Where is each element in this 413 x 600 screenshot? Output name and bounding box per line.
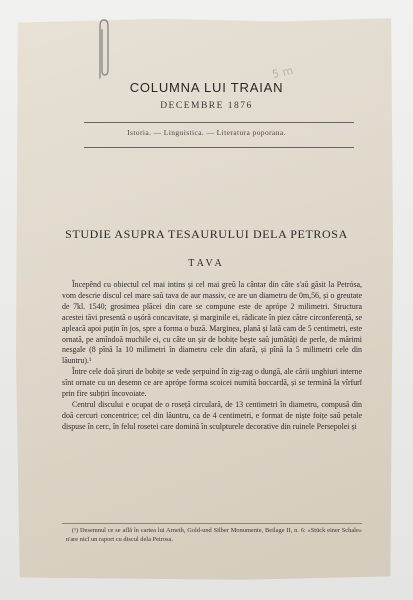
pencil-annotation: 5 m	[270, 63, 295, 82]
paragraph: Centrul discului e ocupat de o roseță circulară, de 13 centimetri în diametru, compusă din doă cercuri concentrice; cel din lăuntru, ca de 4 centimetri, e format de niște foițe saŭ petale dispuse în cerc, în felul rosetei care domină în sculpturele decorative din ruinele Persepolei și	[62, 399, 362, 431]
footnote	[66, 526, 362, 545]
paper-clip-icon	[96, 18, 110, 80]
issue-date: DECEMBRE 1876	[160, 101, 253, 111]
header-rule-top	[84, 122, 354, 123]
article-title: STUDIE ASUPRA TESAURULUI DELA PETROSA	[65, 227, 348, 241]
article-body	[62, 280, 362, 433]
header-rule-bottom	[84, 147, 354, 148]
paragraph: Începênd cu obiectul cel mai intins și cel mai greŭ la cântar din câte s'aŭ găsit la Petrósa, vom descrie discul cel mare saŭ tava de aur massiv, ce are un diametru de 0m,56, și o greutate de 7kl. 1540; grosimea plăcei din care se compune este de aprópe 2 milimetri. Structura acestei tăvi presentă o ușóră concavitate, și marginile ei, rădicate în piez către circonferență, se apleacă apoi puțin în jos, spre a forma o buză. Marginea, plană și lată cam de 5 centimetri, este ornată, pe amîndoă muchile ei, cu câte un șir de bobițe bește saŭ jumătăți de perle, de mărimi nesgale (8 pînă la 10 milimetri în diametru cele din afară, și pînă la 5 milimetri cele din lăuntru).¹	[62, 280, 362, 366]
footnote-divider	[62, 523, 362, 524]
footnote-text: (¹) Desemnul ce se află în cartea lui Arneth, Gold-und Silber Monumente, Beilage II, n. 6: «Stück einer Schale» n'are nicĭ un raport cu discul dela Petrosa.	[66, 527, 362, 544]
article-subtitle: TAVA	[188, 258, 225, 269]
journal-sections: Istoria. — Linguistica. — Literatura poporana.	[127, 128, 286, 137]
journal-title: COLUMNA LUI TRAIAN	[129, 80, 284, 95]
paragraph: Între cele doă șiruri de bobițe se vede șerpuind în zig-zag o dungă, ale cării unghiuri interne sînt ornate cu un desemn ce are aprópe forma scoicei numită boccardă, și se termină la vîrfurĭ prin fire subțiri încovoiate.	[62, 367, 362, 399]
